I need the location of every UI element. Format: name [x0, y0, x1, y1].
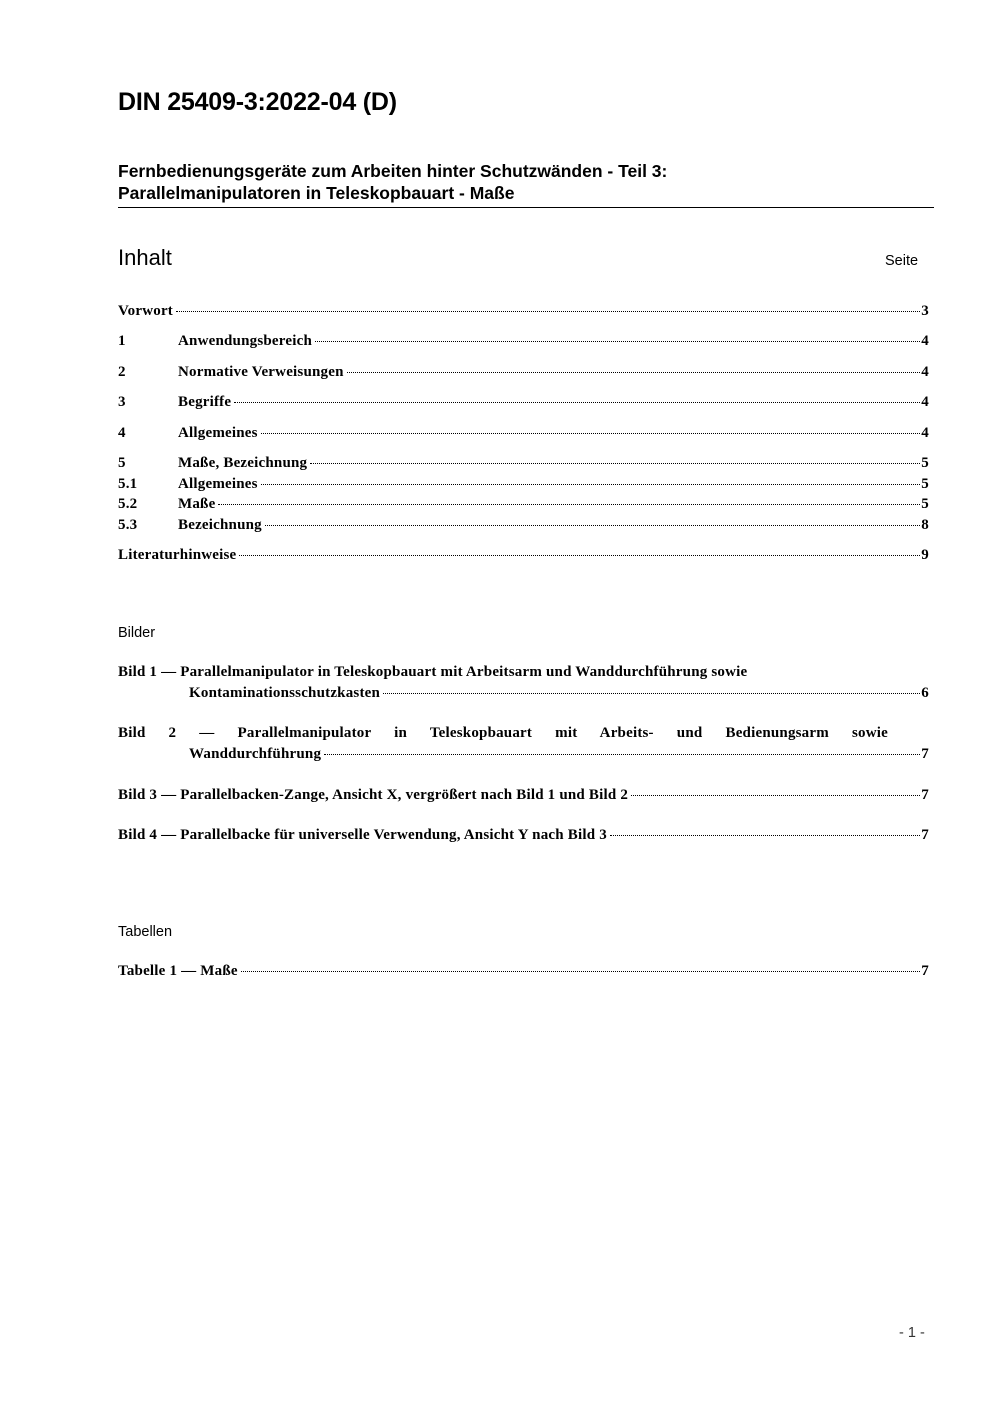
document-title-line-1: Fernbedienungsgeräte zum Arbeiten hinter Schutzwänden - Teil 3:: [118, 161, 668, 181]
figure-entry-label: Kontaminationsschutzkasten: [189, 685, 381, 701]
figure-entry-label: Wanddurchführung: [189, 746, 322, 762]
figure-entry-page: 7: [921, 787, 929, 803]
figure-entry-page: 7: [921, 746, 929, 762]
figures-heading: Bilder: [118, 625, 156, 641]
toc-entry-page: 4: [921, 364, 929, 380]
document-title-line-2: Parallelmanipulatoren in Teleskopbauart - Maße: [118, 183, 515, 203]
toc-entry-number: 4: [118, 425, 126, 441]
toc-entry-label: Anwendungsbereich: [178, 333, 312, 349]
dot-leader: [265, 524, 920, 526]
toc-entry-5-2[interactable]: [118, 496, 929, 514]
toc-entry-5-3[interactable]: [118, 517, 929, 535]
toc-entry-5[interactable]: [118, 455, 929, 473]
toc-entry-number: 3: [118, 394, 126, 410]
figure-entry-page: 7: [921, 827, 929, 843]
toc-entry-page: 8: [921, 517, 929, 533]
figure-entry-1-line-1[interactable]: Bild 1 — Parallelmanipulator in Teleskopbauart mit Arbeitsarm und Wanddurchführung sowie: [118, 664, 748, 680]
toc-entry-page: 3: [921, 303, 929, 319]
toc-entry-label: Maße: [178, 496, 216, 512]
toc-entry-3[interactable]: [118, 394, 929, 412]
dot-leader: [234, 401, 920, 403]
table-entry-label: Tabelle 1 — Maße: [118, 963, 238, 979]
dot-leader: [347, 371, 921, 373]
toc-entry-4[interactable]: [118, 425, 929, 443]
table-entry-1[interactable]: [118, 963, 929, 981]
figure-entry-2-line-1[interactable]: Bild 2 — Parallelmanipulator in Teleskopbauart mit Arbeits- und Bedienungsarm sowie: [118, 725, 888, 741]
dot-leader: [383, 692, 920, 694]
dot-leader: [310, 462, 920, 464]
toc-entry-page: 5: [921, 476, 929, 492]
toc-entry-number: 5.3: [118, 517, 138, 533]
dot-leader: [261, 483, 921, 485]
dot-leader: [315, 340, 920, 342]
toc-entry-5-1[interactable]: [118, 476, 929, 494]
toc-entry-label: Vorwort: [118, 303, 173, 319]
dot-leader: [324, 753, 920, 755]
toc-entry-label: Normative Verweisungen: [178, 364, 344, 380]
toc-entry-label: Maße, Bezeichnung: [178, 455, 308, 471]
figure-entry-4[interactable]: [118, 827, 929, 845]
toc-entry-page: 5: [921, 455, 929, 471]
figure-entry-label: Bild 4 — Parallelbacke für universelle Verwendung, Ansicht Y nach Bild 3: [118, 827, 607, 843]
tables-heading: Tabellen: [118, 924, 173, 940]
document-title: [118, 160, 934, 208]
dot-leader: [631, 794, 920, 796]
toc-entry-2[interactable]: [118, 364, 929, 382]
page-column-label: Seite: [885, 253, 919, 269]
toc-entry-literaturhinweise[interactable]: [118, 547, 929, 565]
toc-entry-vorwort[interactable]: [118, 303, 929, 321]
toc-entry-label: Begriffe: [178, 394, 232, 410]
figure-entry-1-line-2[interactable]: [189, 685, 929, 703]
dot-leader: [261, 432, 921, 434]
toc-entry-label: Literaturhinweise: [118, 547, 237, 563]
toc-entry-label: Allgemeines: [178, 425, 258, 441]
document-id: DIN 25409-3:2022-04 (D): [118, 88, 397, 116]
toc-entry-number: 1: [118, 333, 126, 349]
figure-entry-label: Bild 3 — Parallelbacken-Zange, Ansicht X, vergrößert nach Bild 1 und Bild 2: [118, 787, 629, 803]
toc-heading: Inhalt: [118, 245, 172, 270]
toc-entry-number: 5.2: [118, 496, 138, 512]
figure-entry-3[interactable]: [118, 787, 929, 805]
dot-leader: [176, 310, 920, 312]
toc-entry-page: 5: [921, 496, 929, 512]
toc-entry-1[interactable]: [118, 333, 929, 351]
toc-entry-number: 5: [118, 455, 126, 471]
toc-entry-page: 9: [921, 547, 929, 563]
dot-leader: [610, 834, 920, 836]
dot-leader: [218, 503, 920, 505]
toc-entry-label: Allgemeines: [178, 476, 258, 492]
dot-leader: [241, 970, 921, 972]
dot-leader: [239, 554, 920, 556]
toc-entry-number: 5.1: [118, 476, 138, 492]
toc-entry-page: 4: [921, 425, 929, 441]
toc-entry-label: Bezeichnung: [178, 517, 262, 533]
toc-entry-page: 4: [921, 394, 929, 410]
table-entry-page: 7: [921, 963, 929, 979]
figure-entry-2-line-2[interactable]: [189, 746, 929, 764]
toc-entry-number: 2: [118, 364, 126, 380]
page-number: - 1 -: [899, 1325, 925, 1341]
toc-entry-page: 4: [921, 333, 929, 349]
figure-entry-page: 6: [921, 685, 929, 701]
